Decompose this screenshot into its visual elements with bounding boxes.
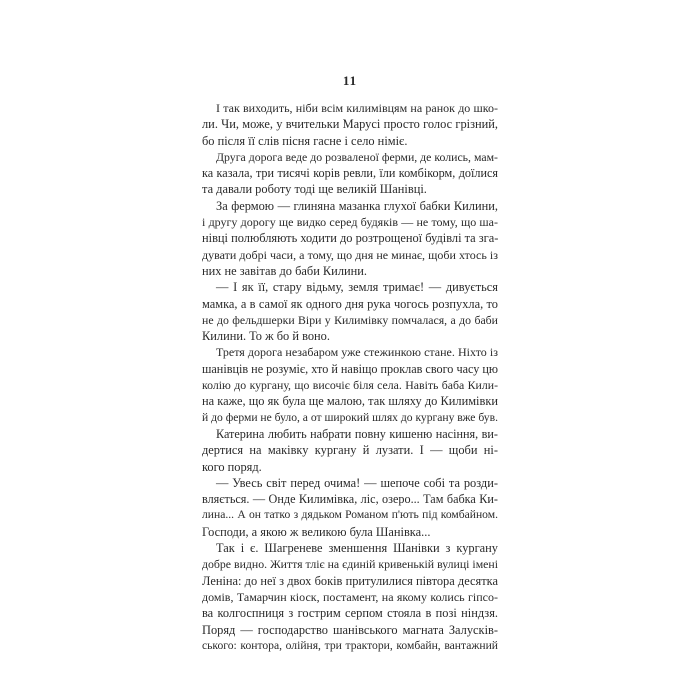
text-line: й до ферми не було, а от широкий шлях до кургану вже був. [202,410,498,424]
text-line: Леніна: до неї з двох боків притулилися півтора десятка [202,573,498,588]
text-line: і другу дорогу ще видко серед будяків — не тому, що ша- [202,215,498,230]
text-line: бо після її слів пісня гасне і село німіє. [202,133,408,148]
text-line: та давали роботу тоді ще великій Шанівці. [202,182,427,197]
text-line: ка казала, три тисячі корів ревли, їли комбікорм, доїлися [202,166,498,181]
text-line: Так і є. Шагреневе зменшення Шанівки з кургану [216,541,498,556]
text-line: шанівців не розуміє, хто й навіщо проклав свого часу цю [202,361,498,376]
text-line: не до фельдшерки Віри у Килимівку помчалася, а до баби [202,312,498,327]
text-line: нівці полюбляють ходити до розтрощеної будівлі та зга- [202,231,499,246]
text-line: на каже, що як була ще малою, так шляху до Килимівки [202,394,498,409]
text-line: кого поряд. [202,459,262,474]
text-line: Поряд — господарство шанівського магната Залусків- [202,622,498,637]
text-line: лина... А он татко з дядьком Романом п'ють під комбайном. [202,508,498,522]
text-line: ського: контора, олійня, три трактори, комбайн, вантажний [202,638,498,652]
text-line: Катерина любить набрати повну кишеню насіння, ви- [216,426,498,441]
text-line: них не завітав до баби Килини. [202,263,367,278]
text-line: За фермою — глиняна мазанка глухої бабки Килини, [216,198,498,213]
text-line: ва колгоспниця з гострим серпом стояла в позі ніндзя. [202,606,498,621]
text-line: Господи, а якою ж великою була Шанівка... [202,524,431,539]
text-line: — Увесь світ перед очима! — шепоче собі та розди- [216,475,498,490]
text-line: Килини. То ж бо й воно. [202,329,330,344]
text-line: дувати добрі часи, а тому, що дня не минає, щоби хтось із [202,247,498,262]
text-line: вляється. — Онде Килимівка, ліс, озеро... Там бабка Ки- [202,492,498,507]
text-line: колію до кургану, що височіє біля села. Навіть баба Кили- [202,378,498,393]
text-line: домів, Тамарчин кіоск, постамент, на якому колись гіпсо- [202,589,498,604]
text-line: Друга дорога веде до розваленої ферми, де колись, мам- [216,149,498,164]
text-line: добре видно. Життя тліє на єдиній кривенькій вулиці імені [202,557,498,572]
text-line: ли. Чи, може, у вчительки Марусі просто голос грізний, [202,117,498,132]
text-line: І так виходить, ніби всім килимівцям на ранок до шко- [216,101,498,115]
text-line: — І як її, стару відьму, земля тримає! — дивується [216,280,498,295]
page-number: 11 [342,73,358,88]
text-line: Третя дорога незабаром уже стежинкою стане. Ніхто із [216,345,498,360]
text-line: мамка, а в самої як одного дня рука чогось розпухла, то [202,296,498,311]
body-text [202,100,498,654]
text-line: дертися на маківку кургану й лузати. І — щоби ні- [202,443,498,458]
